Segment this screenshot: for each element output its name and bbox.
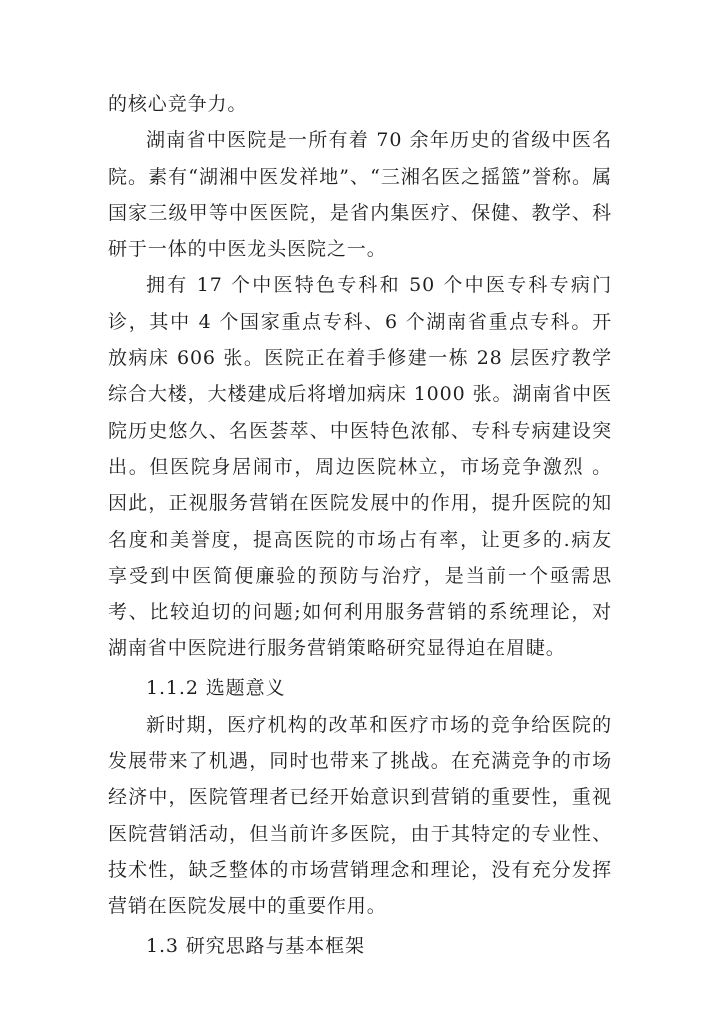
- paragraph-topic-significance: 新时期，医疗机构的改革和医疗市场的竞争给医院的发展带来了机遇，同时也带来了挑战。在充满竞争的市场经济中，医院管理者已经开始意识到营销的重要性，重视医院营销活动，但当前许多医院，由于其特定的专业性、技术性，缺乏整体的市场营销理念和理论，没有充分发挥营销在医院发展中的重要作用。: [108, 713, 612, 918]
- section-heading-research-framework: 1.3 研究思路与基本框架: [146, 934, 365, 957]
- section-heading-topic-significance: 1.1.2 选题意义: [146, 676, 286, 699]
- paragraph-hospital-specialties: 拥有 17 个中医特色专科和 50 个中医专科专病门诊，其中 4 个国家重点专科、6 个湖南省重点专科。开放病床 606 张。医院正在着手修建一栋 28 层医疗教学综合大楼，大楼建成后将增加病床 1000 张。湖南省中医院历史悠久、名医荟萃、中医特色浓郁、专科专病建设突出。但医院身居闹市，周边医院林立，市场竞争激烈 。因此，正视服务营销在医院发展中的作用，提升医院的知名度和美誉度，提高医院的市场占有率，让更多的.病友享受到中医简便廉验的预防与治疗，是当前一个亟需思考、比较迫切的问题;如何利用服务营销的系统理论，对湖南省中医院进行服务营销策略研究显得迫在眉睫。: [108, 274, 612, 660]
- paragraph-continuation: 的核心竞争力。: [108, 93, 248, 115]
- paragraph-hospital-intro: 湖南省中医院是一所有着 70 余年历史的省级中医名院。素有“湖湘中医发祥地”、“三湘名医之摇篮”誉称。属国家三级甲等中医医院，是省内集医疗、保健、教学、科研于一体的中医龙头医院之一。: [108, 129, 612, 261]
